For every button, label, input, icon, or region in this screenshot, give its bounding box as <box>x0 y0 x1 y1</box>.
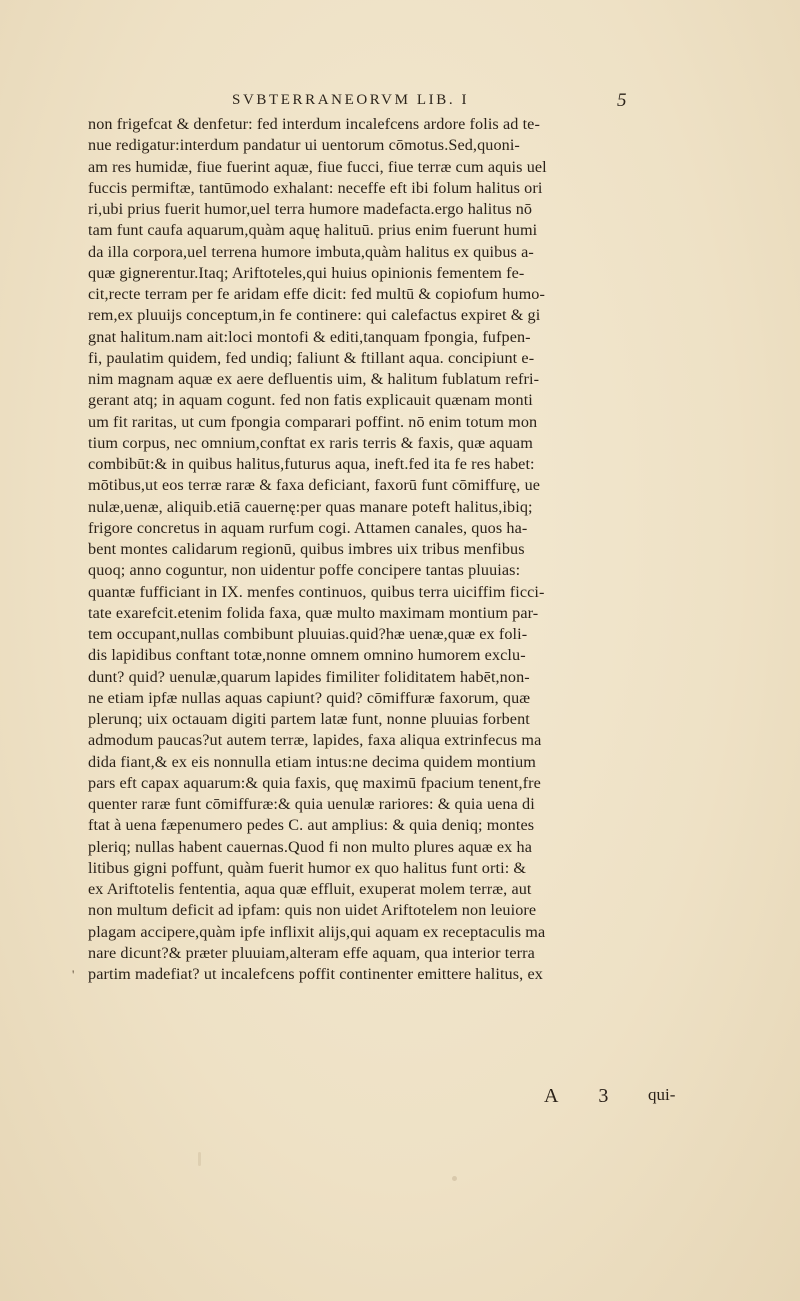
catchword: qui- <box>648 1085 676 1104</box>
text-line: fuccis permiftæ, tantūmodo exhalant: neceffe eft ibi folum halitus ori <box>88 178 543 197</box>
text-line: mōtibus,ut eos terræ raræ & faxa deficiant, faxorū funt cōmiffurę, ue <box>88 476 541 495</box>
text-line: tem occupant,nullas combibunt pluuias.quid?hæ uenæ,quæ ex foli- <box>88 625 528 643</box>
text-line: da illa corpora,uel terrena humore imbuta,quàm halitus ex quibus a- <box>88 242 534 261</box>
text-line: um fit raritas, ut cum fpongia comparari poffint. nō enim totum mon <box>88 412 538 431</box>
text-line: quæ gignerentur.Itaq; Ariftoteles,qui huius opinionis fementem fe- <box>88 263 525 282</box>
text-line: pleriq; nullas habent cauernas.Quod fi non multo plures aquæ ex ha <box>88 837 533 856</box>
text-line: tium corpus, nec omnium,conftat ex raris terris & faxis, quæ aquam <box>88 433 533 452</box>
text-line: nulæ,uenæ, aliquib.etiā cauernę:per quas manare poteft halitus,ibiq; <box>88 497 533 516</box>
text-line: plagam accipere,quàm ipfe inflixit alijs,qui aquam ex receptaculis ma <box>88 922 546 941</box>
text-line: pars eft capax aquarum:& quia faxis, quę maximū fpacium tenent,fre <box>88 773 541 792</box>
text-line: quantæ fufficiant in IX. menfes continuos, quibus terra uiciffim ficci- <box>88 582 545 601</box>
text-line: ri,ubi prius fuerit humor,uel terra humore madefacta.ergo halitus nō <box>88 200 533 218</box>
text-line: ftat à uena fæpenumero pedes C. aut amplius: & quia deniq; montes <box>88 816 535 835</box>
page-footer <box>0 1085 800 1109</box>
text-line: ex Ariftotelis fententia, aqua quæ effluit, exuperat molem terræ, aut <box>88 880 532 898</box>
running-head: SVBTERRANEORVM LIB. I <box>232 92 470 108</box>
text-line: dunt? quid? uenulæ,quarum lapides fimiliter foliditatem habēt,non- <box>88 667 530 686</box>
text-line: dis lapidibus conftant totæ,nonne omnem omnino humorem exclu- <box>88 646 526 665</box>
text-line: litibus gigni poffunt, quàm fuerit humor ex quo halitus funt orti: & <box>88 858 527 877</box>
text-line: am res humidæ, fiue fuerint aquæ, fiue fucci, fiue terræ cum aquis uel <box>88 157 547 176</box>
text-line: quoq; anno coguntur, non uidentur poffe concipere tantas pluuias: <box>88 561 521 580</box>
text-line: bent montes calidarum regionū, quibus imbres uix tribus menfibus <box>88 540 525 558</box>
text-line: nare dicunt?& præter pluuiam,alteram effe aquam, qua interior terra <box>88 943 535 962</box>
paper-stain <box>198 1152 201 1166</box>
text-line: tam funt caufa aquarum,quàm aquę halituū. prius enim fuerunt humi <box>88 221 538 240</box>
page-number: 5 <box>617 90 627 111</box>
text-line: fi, paulatim quidem, fed undiq; faliunt & ftillant aqua. concipiunt e- <box>88 348 535 367</box>
text-line: cit,recte terram per fe aridam effe dicit: fed multū & copiofum humo- <box>88 285 545 303</box>
text-line: gerant atq; in aquam cogunt. fed non fatis explicauit quænam monti <box>88 391 533 410</box>
text-line: rem,ex pluuijs conceptum,in fe continere: qui calefactus expiret & gi <box>88 306 541 325</box>
text-line: admodum paucas?ut autem terræ, lapides, faxa aliqua extrinfecus ma <box>88 731 542 750</box>
text-line: partim madefiat? ut incalefcens poffit continenter emittere halitus, ex <box>88 965 543 983</box>
text-line: quenter raræ funt cōmiffuræ:& quia uenulæ rariores: & quia uena di <box>88 795 535 813</box>
text-line: dida fiant,& ex eis nonnulla etiam intus:ne decima quidem montium <box>88 752 536 771</box>
text-block <box>88 114 700 985</box>
text-line: frigore concretus in aquam rurfum cogi. Attamen canales, quos ha- <box>88 518 528 537</box>
paper-stain <box>452 1176 457 1181</box>
text-line: nue redigatur:interdum pandatur ui uentorum cōmotus.Sed,quoni- <box>88 136 520 155</box>
text-line: tate exarefcit.etenim folida faxa, quæ multo maximam montium par- <box>88 603 539 622</box>
text-line: nim magnam aquæ ex aere defluentis uim, & halitum fublatum refri- <box>88 370 540 388</box>
text-line: plerunq; uix octauam digiti partem latæ funt, nonne pluuias forbent <box>88 710 530 728</box>
margin-mark: ' <box>72 967 75 982</box>
text-line: non multum deficit ad ipfam: quis non uidet Ariftotelem non leuiore <box>88 901 537 920</box>
text-line: combibūt:& in quibus halitus,futurus aqua, ineft.fed ita fe res habet: <box>88 455 535 473</box>
text-line: gnat halitum.nam ait:loci montofi & editi,tanquam fpongia, fufpen- <box>88 327 531 346</box>
text-line: ne etiam ipfæ nullas aquas capiunt? quid? cōmiffuræ faxorum, quæ <box>88 688 531 707</box>
signature-mark: A 3 <box>544 1085 627 1107</box>
page-header <box>0 92 800 116</box>
text-line: non frigefcat & denfetur: fed interdum incalefcens ardore folis ad te- <box>88 115 540 133</box>
